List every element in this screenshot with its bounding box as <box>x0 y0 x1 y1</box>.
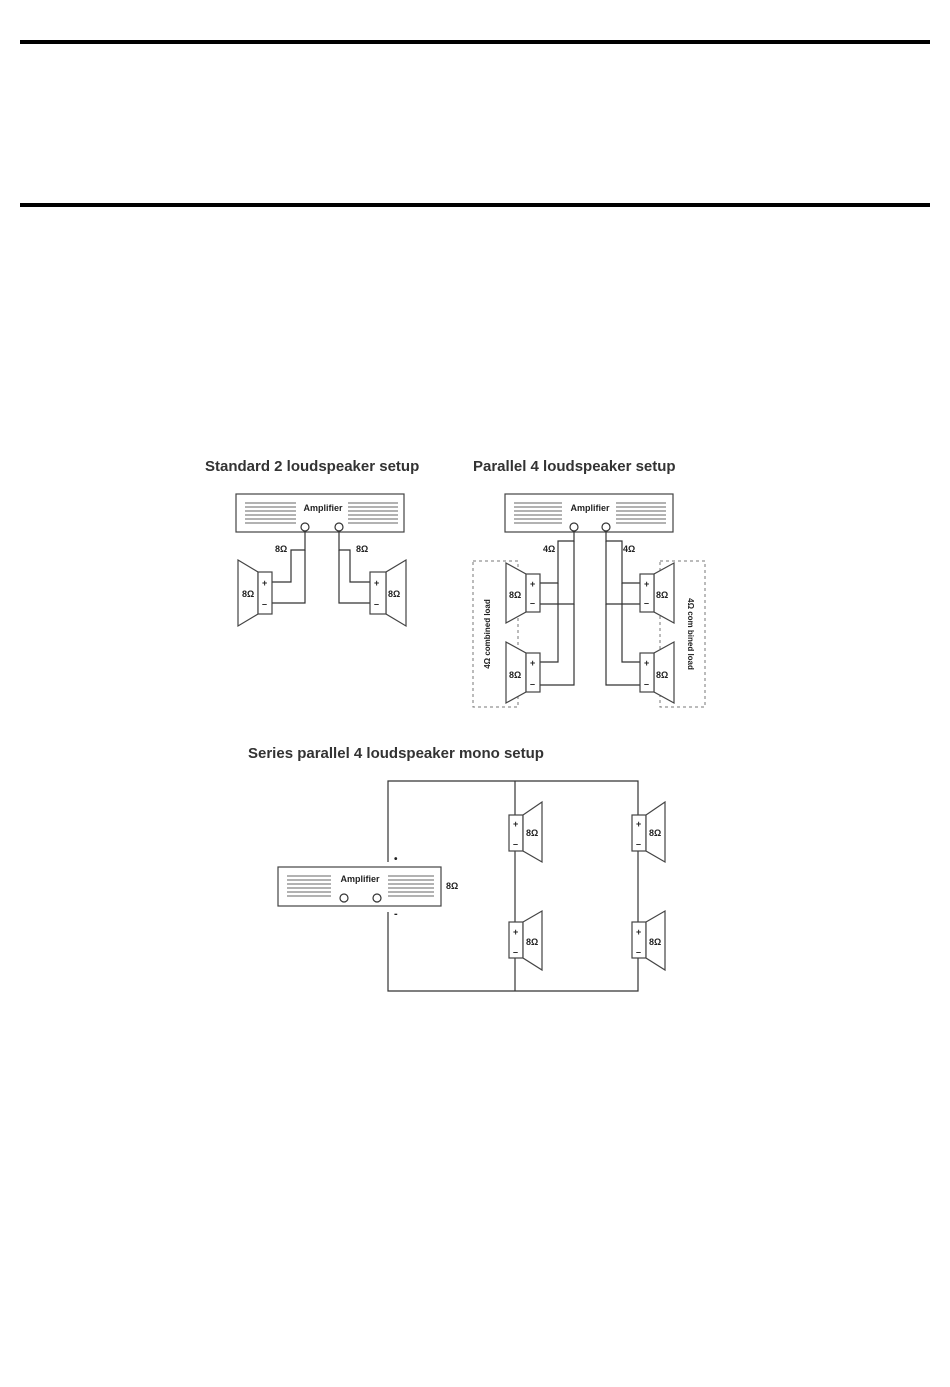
positive-marker: • <box>394 854 398 865</box>
minus-terminal: – <box>636 947 642 957</box>
impedance-label: 4Ω <box>543 544 556 554</box>
loudspeaker <box>506 642 540 703</box>
impedance-label: 4Ω <box>623 544 636 554</box>
impedance-label: 8Ω <box>446 881 459 891</box>
minus-terminal: – <box>644 679 650 689</box>
impedance-label: 8Ω <box>526 937 539 947</box>
plus-terminal: + <box>644 579 650 589</box>
impedance-label: 8Ω <box>509 590 522 600</box>
plus-terminal: + <box>513 819 519 829</box>
combined-load-label: 4Ω combined load <box>483 599 492 669</box>
impedance-label: 8Ω <box>656 670 669 680</box>
amplifier-label: Amplifier <box>303 503 343 513</box>
impedance-label: 8Ω <box>656 590 669 600</box>
impedance-label: 8Ω <box>649 937 662 947</box>
plus-terminal: + <box>262 578 268 588</box>
combined-load-label: 4Ω com bined load <box>686 598 695 670</box>
impedance-label: 8Ω <box>509 670 522 680</box>
loudspeaker <box>238 560 272 626</box>
plus-terminal: + <box>636 927 642 937</box>
loudspeaker <box>509 802 542 862</box>
minus-terminal: – <box>530 679 536 689</box>
loudspeaker <box>640 563 674 623</box>
impedance-label: 8Ω <box>388 589 401 599</box>
loudspeaker <box>640 642 674 703</box>
standard-setup-diagram <box>236 494 406 626</box>
plus-terminal: + <box>530 658 536 668</box>
impedance-label: 8Ω <box>649 828 662 838</box>
series-setup-title: Series parallel 4 loudspeaker mono setup <box>248 745 544 762</box>
minus-terminal: – <box>513 947 519 957</box>
negative-marker: - <box>394 908 398 920</box>
impedance-label: 8Ω <box>275 544 288 554</box>
loudspeaker <box>632 802 665 862</box>
series-setup-diagram <box>278 781 665 991</box>
plus-terminal: + <box>644 658 650 668</box>
amplifier-label: Amplifier <box>570 503 610 513</box>
standard-setup-title: Standard 2 loudspeaker setup <box>205 458 420 475</box>
amplifier-label: Amplifier <box>340 874 380 884</box>
loudspeaker <box>632 911 665 970</box>
amplifier <box>236 494 404 532</box>
amplifier <box>278 867 441 906</box>
loudspeaker <box>509 911 542 970</box>
parallel-setup-diagram <box>473 494 705 707</box>
impedance-label: 8Ω <box>356 544 369 554</box>
impedance-label: 8Ω <box>242 589 255 599</box>
minus-terminal: – <box>530 598 536 608</box>
amplifier <box>505 494 673 532</box>
impedance-label: 8Ω <box>526 828 539 838</box>
parallel-setup-title: Parallel 4 loudspeaker setup <box>473 458 676 475</box>
loudspeaker <box>370 560 406 626</box>
minus-terminal: – <box>644 598 650 608</box>
minus-terminal: – <box>374 599 380 609</box>
plus-terminal: + <box>374 578 380 588</box>
minus-terminal: – <box>513 839 519 849</box>
plus-terminal: + <box>530 579 536 589</box>
plus-terminal: + <box>636 819 642 829</box>
plus-terminal: + <box>513 927 519 937</box>
loudspeaker <box>506 563 540 623</box>
minus-terminal: – <box>262 599 268 609</box>
minus-terminal: – <box>636 839 642 849</box>
